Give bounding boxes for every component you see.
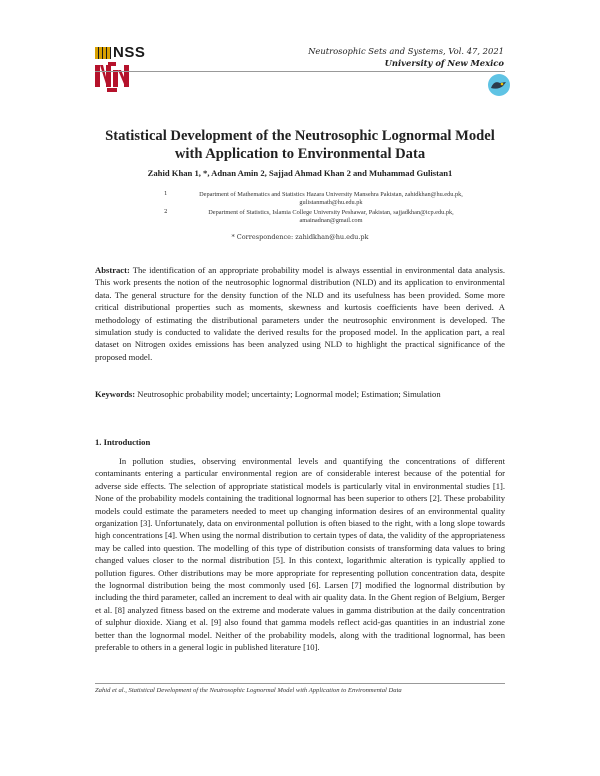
journal-title: Neutrosophic Sets and Systems, Vol. 47, 2021 xyxy=(308,46,504,56)
abstract-text: The identification of an appropriate probability model is always essential in environmental data analysis. This work presents the notion of the neutrosophic lognormal distribution (NLD) and its application to environmental data. The general structure for the density function of the NLD and its usefulness has been provided. Some more critical distributional properties such as moments, skewness and kurtosis coefficients have been derived. A methodology of estimating the distributional parameters under the neutrosophic environment is developed. The simulation study is conducted to validate the derived results for the proposed model. In the application part, a real dataset on Nitrogen oxides emissions has been analyzed using NLD to highlight the practical significance of the proposed model. xyxy=(95,265,505,362)
section-heading: 1. Introduction xyxy=(95,437,151,447)
affiliation-number: 1 xyxy=(164,191,168,197)
affiliation-email: amainadnan@gmail.com xyxy=(299,217,363,224)
affiliation-number: 2 xyxy=(164,209,168,215)
author-list: Zahid Khan 1, *, Adnan Amin 2, Sajjad Ahmad Khan 2 and Muhammad Gulistan1 xyxy=(147,168,453,178)
affiliation-email: gulistanmath@hu.edu.pk xyxy=(299,199,363,206)
affiliation-line: Department of Mathematics and Statistics Hazara University Mansehra Pakistan, zahidkhan@hu.edu.pk, xyxy=(199,191,463,198)
owl-logo-icon xyxy=(484,74,514,96)
footer-divider xyxy=(95,683,505,684)
correspondence-line: * Correspondence: zahidkhan@hu.edu.pk xyxy=(231,233,369,241)
keywords-text: Neutrosophic probability model; uncertainty; Lognormal model; Estimation; Simulation xyxy=(135,389,441,399)
university-name: University of New Mexico xyxy=(384,58,504,68)
keywords-label: Keywords: xyxy=(95,389,136,399)
nss-logo-text: NSS xyxy=(113,44,146,61)
running-footer: Zahid et al., Statistical Development of the Neutrosophic Lognormal Model with Application to Environmental Data xyxy=(95,687,402,694)
nss-logo xyxy=(95,44,145,61)
intro-paragraph: In pollution studies, observing environmental levels and quantifying the concentrations of different contaminants entering a particular environmental region are of considerable interest because of the potential for adverse side effects. The selection of appropriate statistical models is particularly vital in environmental studies [1]. None of the probability models containing the traditional lognormal has been superior to others [2]. These probability models could estimate the parameters needed to meet up changing information desires of an environmental quality organization [3]. Unfortunately, data on environmental pollution is often biased to the right, with a long slope towards high concentrations [4]. When using the normal distribution to certain types of data, the validity of the appropriateness may be called into question. The modelling of this type of distribution consists of transforming data values to bring changed values closer to the normal distribution [5]. In this context, logarithmic alteration is typically applied to pollution figures. Other distributions may be more appropriate for representing pollution concentration data, despite the lognormal distribution being the most commonly used [6]. Larsen [7] modified the lognormal distribution by including the third parameter, called an increment to deal with air quality data. In the Ghent region of Belgium, Berger et al. [8] analyzed fitness based on the extreme and moderate values in gamma distribution at the daily concentration of sulphur dioxide. Xiang et al. [9] also found that gamma models reflect acid-gas quantities in an industrial zone better than the lognormal model. Neither of the probability models, along with the traditional lognormal, has been preferable to others in a general logic in published literature [10]. xyxy=(95,456,505,653)
unm-logo-icon xyxy=(94,62,130,94)
header-divider xyxy=(95,71,505,72)
affiliation-line: Department of Statistics, Islamia College University Peshawar, Pakistan, sajjadkhan@icp.edu.pk, xyxy=(208,209,454,216)
nss-logo-mark xyxy=(95,47,111,59)
keywords-paragraph xyxy=(95,388,505,400)
paper-title: Statistical Development of the Neutrosophic Lognormal Model with Application to Environmental Data xyxy=(105,128,495,162)
abstract-paragraph xyxy=(95,264,505,363)
abstract-label: Abstract: xyxy=(95,265,130,275)
